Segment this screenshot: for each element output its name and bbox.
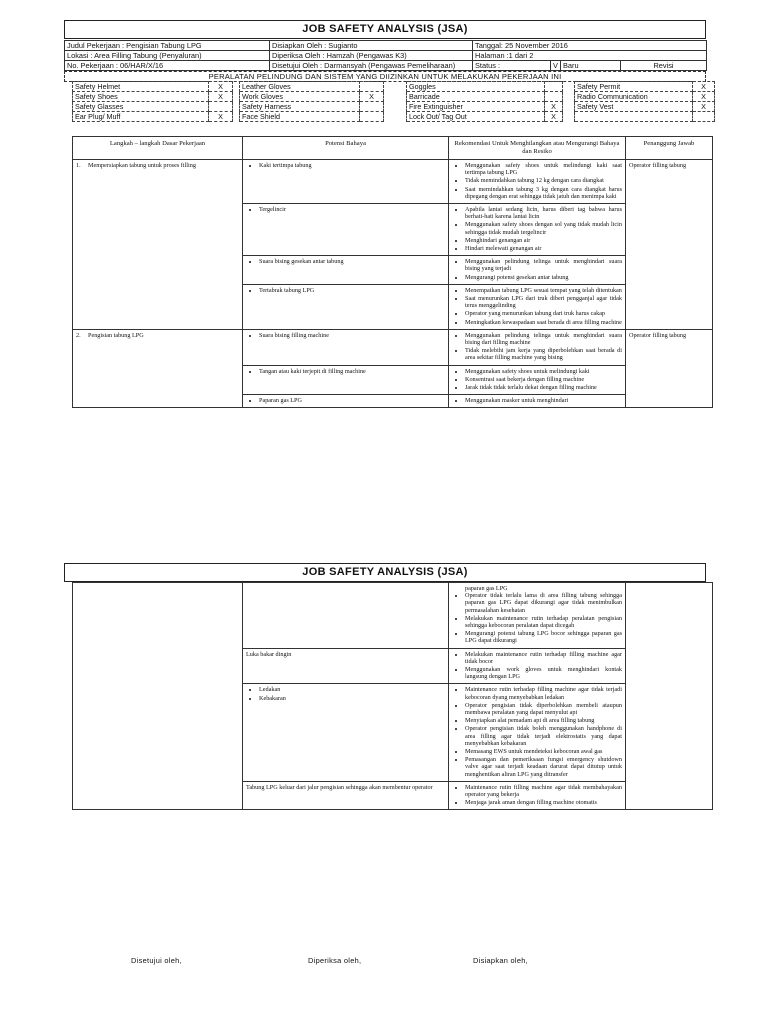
hazard-cell (243, 648, 449, 684)
ppe-item-label: Safety Shoes (73, 92, 209, 102)
recommendation-list (452, 397, 622, 404)
table-row (73, 365, 713, 395)
hazard-cell (243, 160, 449, 204)
recommendation-item: • Menggunakan safety shoes untuk melindungi kaki saat tertimpa tabung LPG (465, 162, 622, 176)
page1-title: JOB SAFETY ANALYSIS (JSA) (64, 20, 706, 39)
responsible-cell (626, 583, 713, 649)
ppe-row (73, 92, 715, 102)
recommendation-item: • Menggunakan pelindung telinga untuk menghindari suara bising yang terjadi (465, 258, 622, 272)
hazard-item: • Suara bising filling machine (259, 332, 445, 339)
recommendation-continued: paparan gas LPG (465, 585, 508, 592)
hazard-text: Tabung LPG keluar dari jalur pengisian sehingga akan membentur operator (246, 783, 433, 791)
ppe-spacer (384, 92, 407, 102)
recommendation-cell (449, 329, 626, 365)
checked-by: Diperiksa Oleh : Hamzah (Pengawas K3) (270, 51, 473, 61)
recommendation-item: • Menggunakan safety shoes dengan sol yang tidak mudah licin sehingga tidak mudah tergelincir (465, 221, 622, 235)
recommendation-cell (449, 365, 626, 395)
hazard-list (246, 258, 445, 265)
responsible-cell: Operator filling tabung (626, 160, 713, 204)
step-cell (73, 395, 243, 408)
step-cell (73, 365, 243, 395)
recommendation-list (452, 686, 622, 777)
ppe-item-label: Safety Glasses (73, 102, 209, 112)
hazard-cell (243, 365, 449, 395)
recommendation-item: • Melakukan maintenance rutin terhadap peralatan pengisian sehingga kebocoran peralatan dapat dicegah (465, 615, 622, 629)
ppe-item-mark (693, 112, 715, 122)
recommendation-item: • Memasang EWS untuk mendeteksi kebocoran awal gas (465, 748, 622, 755)
prepared-by: Disiapkan Oleh : Sugianto (270, 41, 473, 51)
ppe-item-label: Ear Plug/ Muff (73, 112, 209, 122)
header-recommendations: Rekomendasi Untuk Menghilangkan atau Mengurangi Bahaya dan Resiko (449, 137, 626, 160)
table-row (73, 204, 713, 256)
recommendation-item: • Tidak memindahkan tabung 12 kg dengan cara diangkat (465, 177, 622, 184)
table-row (73, 256, 713, 285)
recommendation-item: • Melakukan maintenance rutin terhadap filling machine agar tidak bocor (465, 651, 622, 665)
ppe-item-mark: X (360, 92, 384, 102)
step (76, 332, 239, 339)
recommendation-item: • Pemasangan dan pemeriksaan fungsi emergency shutdown valve agar saat terjadi keadaan darurat dapat ditutup untuk menghentikan aliran LPG yang ditransfer (465, 756, 622, 778)
hazard-list (246, 368, 445, 375)
header-steps: Langkah – langkah Dasar Pekerjaan (73, 137, 243, 160)
step-cell (73, 583, 243, 649)
job-number: No. Pekerjaan : 06/HAR/X/16 (65, 61, 270, 71)
recommendation-item: • Menempatkan tabung LPG sesuai tempat yang telah ditentukan (465, 287, 622, 294)
hazard-list (246, 287, 445, 294)
location: Lokasi : Area Filling Tabung (Penyaluran) (65, 51, 270, 61)
recommendation-cell (449, 648, 626, 684)
recommendation-item: • Operator tidak terlalu lama di area filling tabung sehingga paparan gas LPG dapat dikurangi agar tidak menimbulkan permasalahan kesehatan (465, 592, 622, 614)
recommendation-item: • Menjaga jarak aman dengan filling machine otomatis (465, 799, 622, 806)
ppe-item-label: Safety Helmet (73, 82, 209, 92)
recommendation-list (452, 162, 622, 200)
hazard-cell (243, 781, 449, 810)
ppe-item-label: Work Gloves (240, 92, 360, 102)
ppe-item-mark: X (209, 92, 233, 102)
recommendation-list (452, 784, 622, 807)
step-cell (73, 284, 243, 329)
signature-approved: Disetujui oleh, (131, 956, 182, 965)
responsible-cell (626, 781, 713, 810)
recommendation-item: • Menggunakan pelindung telinga untuk menghindari suara bising dari filling machine (465, 332, 622, 346)
responsible-cell (626, 648, 713, 684)
ppe-spacer (233, 92, 240, 102)
ppe-spacer (233, 102, 240, 112)
ppe-item-mark (360, 112, 384, 122)
ppe-item-mark (209, 102, 233, 112)
ppe-item-mark (545, 82, 563, 92)
recommendation-cell (449, 204, 626, 256)
ppe-spacer (233, 112, 240, 122)
recommendation-item: • Mengurangi potensi tabung LPG bocor sehingga paparan gas LPG dapat dikurangi (465, 630, 622, 644)
ppe-row (73, 112, 715, 122)
hazard-cell (243, 583, 449, 649)
hazard-cell (243, 256, 449, 285)
hazard-list (246, 206, 445, 213)
hazard-text: Luka bakar dingin (246, 650, 292, 658)
ppe-table (72, 81, 714, 122)
ppe-spacer (563, 102, 575, 112)
hazard-item: • Paparan gas LPG (259, 397, 445, 404)
ppe-item-mark: X (545, 112, 563, 122)
step-cell (73, 329, 243, 365)
ppe-item-label: Face Shield (240, 112, 360, 122)
ppe-row (73, 82, 715, 92)
ppe-spacer (384, 102, 407, 112)
ppe-spacer (563, 82, 575, 92)
hazard-item: • Kaki tertimpa tabung (259, 162, 445, 169)
ppe-item-mark: X (209, 112, 233, 122)
ppe-spacer (563, 92, 575, 102)
hazard-item: • Tangan atau kaki terjepit di filling machine (259, 368, 445, 375)
table-row (73, 648, 713, 684)
responsible-cell (626, 284, 713, 329)
responsible-cell (626, 256, 713, 285)
recommendation-item: • Menggunakan masker untuk menghindari (465, 397, 622, 404)
step-cell (73, 256, 243, 285)
recommendation-cell (449, 583, 626, 649)
recommendation-list (452, 592, 622, 644)
ppe-item-mark: X (693, 82, 715, 92)
recommendation-cell (449, 256, 626, 285)
hazard-list (246, 162, 445, 169)
recommendation-cell (449, 284, 626, 329)
step-cell (73, 684, 243, 781)
hazard-cell (243, 329, 449, 365)
page1-info-table (64, 40, 706, 71)
ppe-item-label: Safety Vest (575, 102, 693, 112)
recommendation-item: • Menghindari genangan air (465, 237, 622, 244)
step-cell (73, 160, 243, 204)
recommendation-item: • Operator pengisian tidak diperbolehkan membeli ataupun membawa peralatan yang dapat menyulut api (465, 702, 622, 716)
recommendation-item: • Maintenance rutin filling machine agar tidak membahayakan operator yang bekerja (465, 784, 622, 798)
step-cell (73, 781, 243, 810)
recommendation-cell (449, 684, 626, 781)
recommendation-item: • Saat menurunkan LPG dari truk diberi pengganjal agar tidak terus menggelinding (465, 295, 622, 309)
ppe-item-label: Fire Extinguisher (407, 102, 545, 112)
ppe-item-label (575, 112, 693, 122)
page-number: Halaman :1 dari 2 (473, 51, 707, 61)
hazard-item: • Suara bising gesekan antar tabung (259, 258, 445, 265)
header-hazards: Potensi Bahaya (243, 137, 449, 160)
header-responsible: Penanggung Jawab (626, 137, 713, 160)
recommendation-item: • Konsentrasi saat bekerja dengan filling machine (465, 376, 622, 383)
hazard-cell (243, 395, 449, 408)
approved-by: Disetujui Oleh : Darmansyah (Pengawas Pemeliharaan) (270, 61, 473, 71)
recommendation-item: • Operator pengisian tidak boleh menggunakan handphone di area filling agar tidak terjadi elektrostatis yang dapat menyebabkan kebakaran (465, 725, 622, 747)
table-row (73, 329, 713, 365)
hazard-list (246, 332, 445, 339)
ppe-item-label: Barricade (407, 92, 545, 102)
recommendation-item: • Menyiapkan alat pemadam api di area filling tabung (465, 717, 622, 724)
page2-title: JOB SAFETY ANALYSIS (JSA) (64, 563, 706, 582)
recommendation-item: • Maintenance rutin terhadap filling machine agar tidak terjadi kebocoran dyang menyebabkan ledakan (465, 686, 622, 700)
date: Tanggal: 25 November 2016 (473, 41, 707, 51)
responsible-cell: Operator filling tabung (626, 329, 713, 365)
responsible-cell (626, 395, 713, 408)
ppe-item-label: Safety Permit (575, 82, 693, 92)
job-title: Judul Pekerjaan : Pengisian Tabung LPG (65, 41, 270, 51)
hazard-list (246, 686, 445, 701)
signature-checked: Diperiksa oleh, (308, 956, 362, 965)
hazard-item: • Ledakan (259, 686, 445, 693)
recommendation-item: • Hindari melewati genangan air (465, 245, 622, 252)
page2-main-table (72, 582, 712, 810)
table-row (73, 160, 713, 204)
ppe-row (73, 102, 715, 112)
ppe-item-label: Radio Communication (575, 92, 693, 102)
ppe-item-mark: X (693, 92, 715, 102)
table-row (73, 395, 713, 408)
responsible-cell (626, 365, 713, 395)
status-mark: V (551, 61, 561, 71)
ppe-item-mark (360, 102, 384, 112)
step-number: 2. (76, 331, 81, 339)
recommendation-item: • Apabila lantai sedang licin, harus diberi tag bahwa harus berhati-hati karena lantai licin (465, 206, 622, 220)
recommendation-item: • Menggunakan work gloves untuk menghindari kontak langsung dengan LPG (465, 666, 622, 680)
recommendation-cell (449, 781, 626, 810)
step-cell (73, 204, 243, 256)
table-row (73, 583, 713, 649)
status-revision: Revisi (621, 61, 707, 71)
signature-prepared: Disiapkan oleh, (473, 956, 529, 965)
status-label: Status : (473, 61, 551, 71)
recommendation-item: • Tidak melebihi jam kerja yang diperbolehkan saat berada di area sekitar filling machine yang bising (465, 347, 622, 361)
responsible-cell (626, 684, 713, 781)
step-text: Pengisian tabung LPG (88, 331, 144, 339)
hazard-list (246, 397, 445, 404)
ppe-item-label: Safety Harness (240, 102, 360, 112)
recommendation-cell (449, 395, 626, 408)
table-row (73, 684, 713, 781)
table-row (73, 284, 713, 329)
step-cell (73, 648, 243, 684)
ppe-item-mark: X (545, 102, 563, 112)
recommendation-list (452, 332, 622, 362)
step (76, 162, 239, 169)
responsible-cell (626, 204, 713, 256)
table-row (73, 781, 713, 810)
ppe-spacer (563, 112, 575, 122)
recommendation-item: • Saat memindahkan tabung 3 kg dengan cara diangkat harus dipegang dengan erat sehingga tidak jatuh dan menimpa kaki (465, 186, 622, 200)
recommendation-list (452, 206, 622, 252)
ppe-spacer (384, 112, 407, 122)
recommendation-item: • Meningkatkan kewaspadaan saat berada di area filling machine (465, 319, 622, 326)
recommendation-item: • Menggunakan safety shoes untuk melindungi kaki (465, 368, 622, 375)
step-text: Mempersiapkan tabung untuk proses filling (88, 162, 196, 169)
recommendation-list (452, 258, 622, 281)
ppe-item-mark: X (209, 82, 233, 92)
recommendation-list (452, 368, 622, 392)
ppe-item-mark (545, 92, 563, 102)
ppe-item-label: Goggles (407, 82, 545, 92)
page1-main-table (72, 136, 712, 408)
recommendation-item: • Jarak tidak tidak terlalu dekat dengan filling machine (465, 384, 622, 391)
hazard-item: • Kebakaran (259, 695, 445, 702)
hazard-item: • Tertabrak tabung LPG (259, 287, 445, 294)
ppe-item-label: Leather Gloves (240, 82, 360, 92)
recommendation-item: • Operator yang menurunkan tabung dari truk harus cakap (465, 310, 622, 317)
ppe-item-mark: X (693, 102, 715, 112)
recommendation-list (452, 651, 622, 681)
recommendation-cell (449, 160, 626, 204)
hazard-item: • Tergelincir (259, 206, 445, 213)
recommendation-list (452, 287, 622, 326)
ppe-item-label: Lock Out/ Tag Out (407, 112, 545, 122)
ppe-header: PERALATAN PELINDUNG DAN SISTEM YANG DIIZINKAN UNTUK MELAKUKAN PEKERJAAN INI (64, 71, 706, 82)
status-new: Baru (561, 61, 621, 71)
step-number: 1. (76, 162, 81, 169)
hazard-cell (243, 684, 449, 781)
hazard-cell (243, 284, 449, 329)
ppe-item-mark (360, 82, 384, 92)
ppe-spacer (384, 82, 407, 92)
ppe-spacer (233, 82, 240, 92)
recommendation-item: • Mengurangi potensi gesekan antar tabung (465, 274, 622, 281)
hazard-cell (243, 204, 449, 256)
